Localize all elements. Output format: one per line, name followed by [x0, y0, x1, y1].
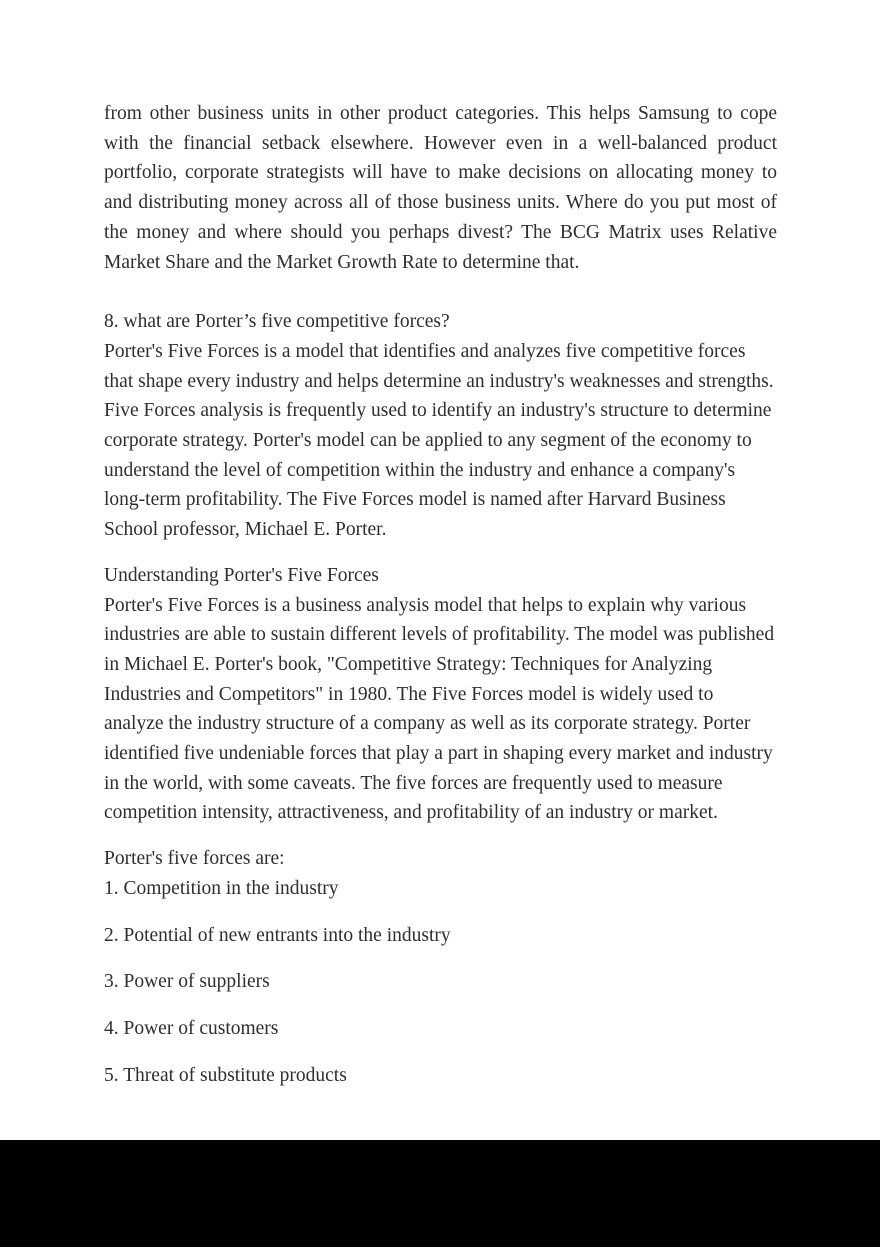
paragraph-understanding: Porter's Five Forces is a business analysis model that helps to explain why various industries are able to sustain different levels of profitability. The model was published in Michael E. Porter's book, "Competitive Strategy: Techniques for Analyzing Industries and Competitors" in 1980. The Five Forces model is widely used to analyze the industry structure of a company as well as its corporate strategy. Porter identified five undeniable forces that play a part in shaping every market and industry in the world, with some caveats. The five forces are frequently used to measure competition intensity, attractiveness, and profitability of an industry or market. [104, 594, 775, 824]
subheading-understanding: Understanding Porter's Five Forces [104, 564, 379, 586]
force-item-3: 3. Power of suppliers [104, 971, 270, 993]
bottom-black-bar [0, 1140, 880, 1247]
force-item-1: 1. Competition in the industry [104, 877, 339, 899]
paragraph-bcg-matrix: from other business units in other product categories. This helps Samsung to cope with the financial setback elsewhere. However even in a well-balanced product portfolio, corporate strategists will have to make decisions on allocating money to and distributing money across all of those business units. Where do you put most of the money and where should you perhaps divest? The BCG Matrix uses Relative Market Share and the Market Growth Rate to determine that. [104, 103, 777, 273]
document-content [104, 99, 777, 1090]
force-item-5: 5. Threat of substitute products [104, 1064, 347, 1086]
force-item-2: 2. Potential of new entrants into the industry [104, 924, 451, 946]
paragraph-five-forces-overview: Porter's Five Forces is a model that identifies and analyzes five competitive forces that shape every industry and helps determine an industry's weaknesses and strengths. Five Forces analysis is frequently used to identify an industry's structure to determine corporate strategy. Porter's model can be applied to any segment of the economy to understand the level of competition within the industry and enhance a company's long-term profitability. The Five Forces model is named after Harvard Business School professor, Michael E. Porter. [104, 340, 774, 541]
question-heading: 8. what are Porter’s five competitive forces? [104, 311, 450, 333]
list-intro: Porter's five forces are: [104, 848, 285, 870]
force-item-4: 4. Power of customers [104, 1017, 279, 1039]
